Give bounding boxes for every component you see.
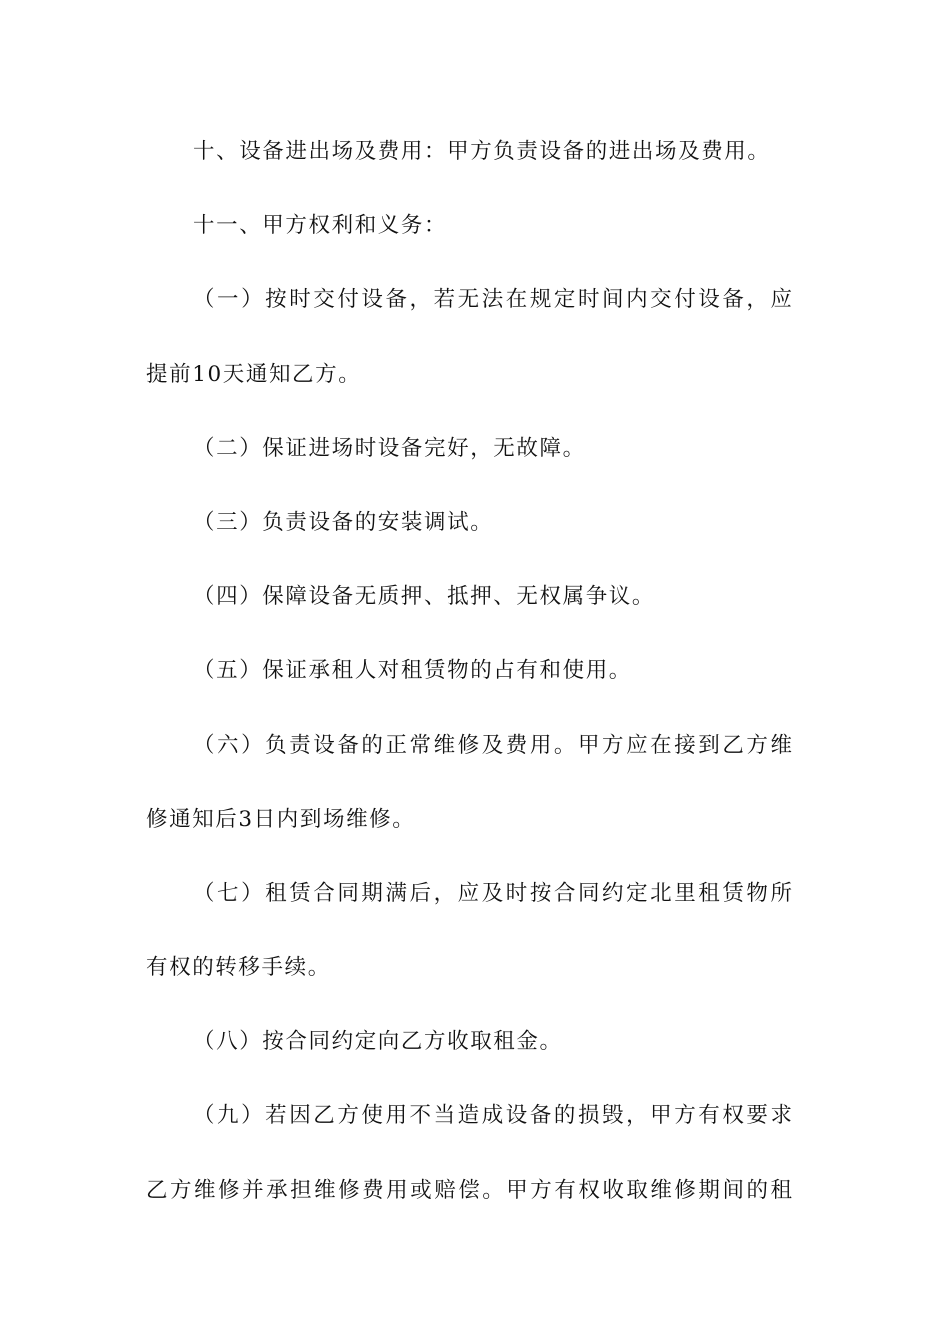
paragraph-line: （七）租赁合同期满后，应及时按合同约定北里租赁物所 <box>193 880 792 906</box>
paragraph-line: 十一、甲方权利和义务： <box>193 213 448 239</box>
paragraph-line: （八）按合同约定向乙方收取租金。 <box>193 1029 563 1055</box>
paragraph-line: （四）保障设备无质押、抵押、无权属争议。 <box>193 584 656 610</box>
paragraph-line: 十、设备进出场及费用：甲方负责设备的进出场及费用。 <box>193 139 771 164</box>
document-body <box>146 128 792 1241</box>
paragraph-line: 修通知后3日内到场维修。 <box>146 806 416 832</box>
paragraph-line: 有权的转移手续。 <box>146 955 331 981</box>
paragraph-line: （五）保证承租人对租赁物的占有和使用。 <box>193 658 632 684</box>
paragraph-line: （二）保证进场时设备完好，无故障。 <box>193 435 586 461</box>
paragraph-line: 乙方维修并承担维修费用或赔偿。甲方有权收取维修期间的租 <box>146 1177 792 1203</box>
paragraph-line: （九）若因乙方使用不当造成设备的损毁，甲方有权要求 <box>193 1103 792 1129</box>
paragraph-line: （三）负责设备的安装调试。 <box>193 509 494 535</box>
paragraph-line: （一）按时交付设备，若无法在规定时间内交付设备，应 <box>193 287 792 313</box>
paragraph-line: 提前10天通知乙方。 <box>146 361 362 387</box>
paragraph-line: （六）负责设备的正常维修及费用。甲方应在接到乙方维 <box>193 732 792 758</box>
